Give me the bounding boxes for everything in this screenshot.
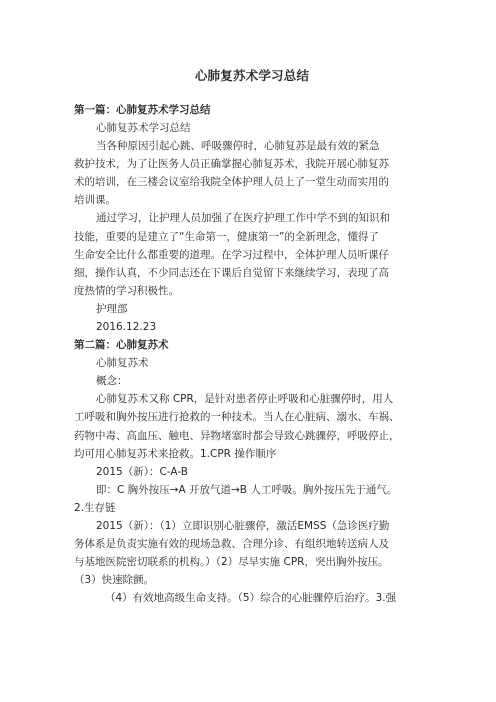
paragraph-line: 药物中毒、高血压、触电、异物堵塞时都会导致心跳骤停，呼吸停止，	[74, 429, 400, 442]
paragraph-line: 生命安全比什么都重要的道理。在学习过程中，全体护理人员听课仔	[74, 248, 389, 261]
paragraph-line: 度热情的学习积极性。	[74, 284, 179, 297]
paragraph-line: 即：C 胸外按压→A 开放气道→B 人工呼吸。胸外按压先于通气。	[96, 483, 398, 496]
paragraph-line: 术的培训，在三楼会议室给我院全体护理人员上了一堂生动而实用的	[74, 176, 389, 189]
paragraph-line: 工呼吸和胸外按压进行抢救的一种技术。当人在心脏病、溺水、车祸、	[74, 411, 400, 424]
paragraph-line: 救护技术，为了让医务人员正确掌握心肺复苏术，我院开展心肺复苏	[74, 158, 389, 171]
paragraph-line: 务体系是负责实施有效的现场急救、合理分诊、有组织地转送病人及	[74, 538, 389, 551]
survival-chain-paragraph	[74, 517, 430, 589]
part2-paragraph-1	[74, 390, 430, 462]
cpr-sequence-year: 2015（新）：C-A-B	[96, 465, 188, 478]
concept-label: 概念：	[96, 375, 128, 388]
paragraph-line: 2015（新）：（1）立即识别心脏骤停，激活EMSS（急诊医疗勤	[96, 519, 390, 532]
paragraph-line: 细，操作认真，不少同志还在下课后自觉留下来继续学习，表现了高	[74, 266, 389, 279]
paragraph-line: （3）快速除颤。	[74, 574, 155, 587]
part2-heading: 第二篇：心肺复苏术	[74, 339, 169, 352]
department-signature: 护理部	[96, 302, 128, 315]
signature-date: 2016.12.23	[96, 321, 157, 334]
paragraph-line: 2.生存链	[74, 501, 116, 514]
paragraph-line: 与基地医院密切联系的机构。）（2）尽早实施 CPR，突出胸外按压。	[74, 556, 389, 569]
paragraph-line: 均可用心肺复苏术来抢救。1.CPR 操作顺序	[74, 447, 277, 460]
paragraph-line: 当各种原因引起心跳、呼吸骤停时，心肺复苏是最有效的紧急	[96, 140, 380, 153]
survival-chain-last-line: （4）有效地高级生命支持。（5）综合的心脏骤停后治疗。3.强	[105, 592, 397, 605]
paragraph-line: 通过学习，让护理人员加强了在医疗护理工作中学不到的知识和	[96, 212, 390, 225]
part1-heading: 第一篇：心肺复苏术学习总结	[74, 104, 211, 116]
part1-paragraph-2	[74, 209, 430, 299]
document-title: 心肺复苏术学习总结	[194, 68, 310, 83]
part1-paragraph-1	[74, 137, 430, 209]
cpr-order-paragraph	[74, 481, 430, 517]
paragraph-line: 培训课。	[74, 194, 116, 207]
part1-subtitle: 心肺复苏术学习总结	[96, 122, 191, 134]
part2-subtitle: 心肺复苏术	[96, 357, 149, 370]
paragraph-line: 技能，重要的是建立了“生命第一，健康第一”的全新理念，懂得了	[74, 230, 379, 243]
paragraph-line: 心肺复苏术又称 CPR，是针对患者停止呼吸和心脏骤停时，用人	[96, 393, 394, 406]
